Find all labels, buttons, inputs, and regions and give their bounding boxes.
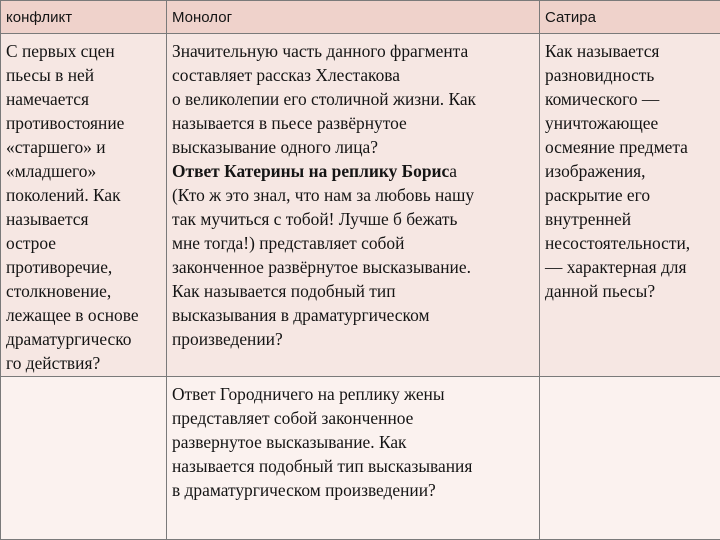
monologue-question-part1: Значительную часть данного фрагмента составляет рассказ Хлестакова о великолепии его столичной жизни. Как называется в пьесе развёрнутое высказывание одного лица? xyxy=(172,41,476,157)
monologue-question-text xyxy=(172,39,534,351)
monologue-question-part2: а (Кто ж это знал, что нам за любовь нашу так мучиться с тобой! Лучше б бежать мне тогда!) представляет собой законченное развёрнутое высказывание. Как называется подобный тип высказывания в драматургическом произведении? xyxy=(172,161,475,349)
header-row xyxy=(1,1,720,34)
header-satire: Сатира xyxy=(540,1,720,34)
cell-monologue-question xyxy=(167,34,540,377)
cell-empty-right xyxy=(540,377,720,540)
cell-satire-question xyxy=(540,34,720,377)
header-monologue: Монолог xyxy=(167,1,540,34)
monologue-question-2-text: Ответ Городничего на реплику жены представляет собой законченное развернутое высказывание. Как называется подобный тип высказывания в драматургическом произведении? xyxy=(172,384,473,500)
table-row xyxy=(1,377,720,540)
conflict-question-text: С первых сцен пьесы в ней намечается противостояние «старшего» и «младшего» поколений. Как называется острое противоречие, столкновение, лежащее в основе драматургическо го действия? xyxy=(6,41,139,373)
satire-question-text: Как называется разновидность комического — уничтожающее осмеяние предмета изображения, раскрытие его внутренней несостоятельности, — характерная для данной пьесы? xyxy=(545,41,691,301)
cell-conflict-question xyxy=(1,34,167,377)
header-conflict: конфликт xyxy=(1,1,167,34)
table-row xyxy=(1,34,720,377)
cell-empty-left xyxy=(1,377,167,540)
cell-monologue-question-2 xyxy=(167,377,540,540)
monologue-question-bold: Ответ Катерины на реплику Борис xyxy=(172,161,450,181)
